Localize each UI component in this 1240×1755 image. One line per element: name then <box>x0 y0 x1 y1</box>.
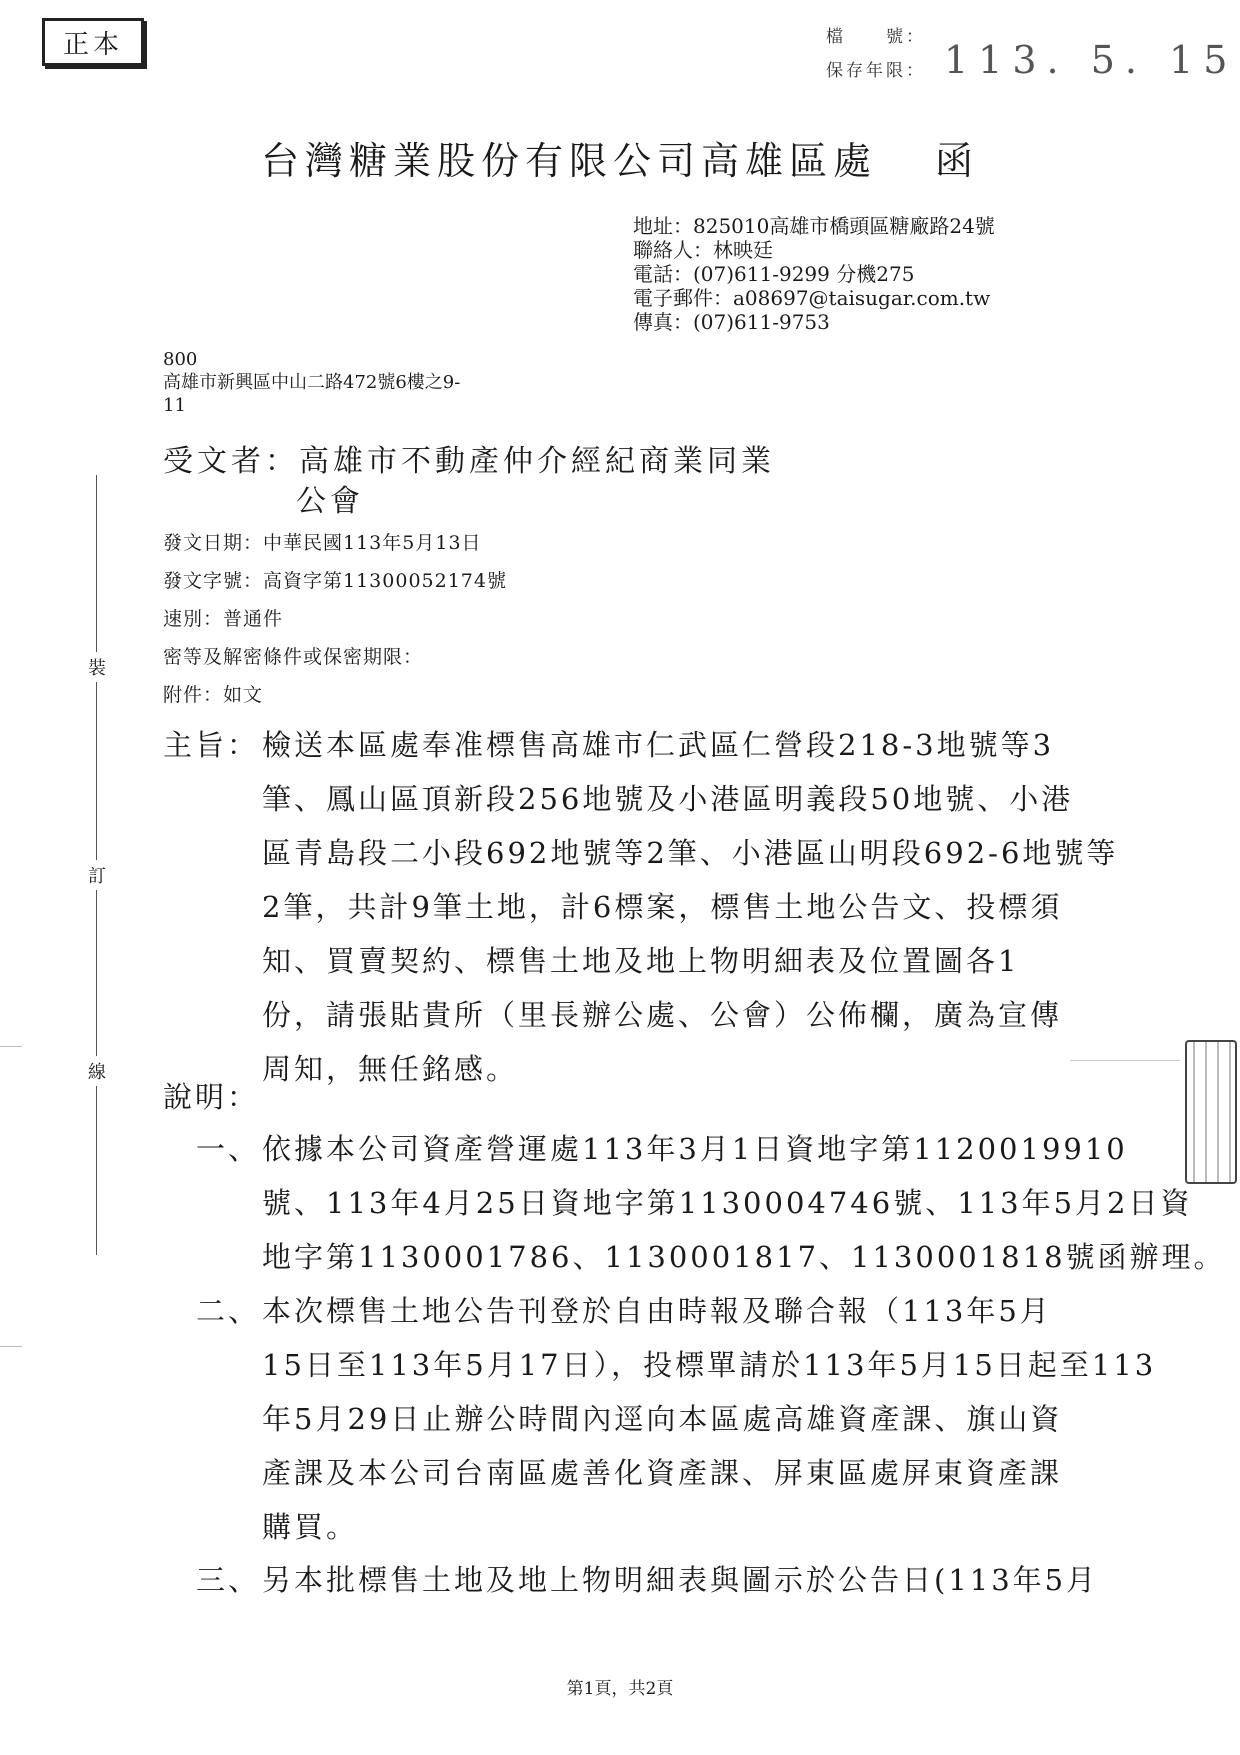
receiver-block <box>163 442 775 522</box>
edge-tick <box>0 1346 22 1347</box>
subject-line: 2筆，共計9筆土地，計6標案，標售土地公告文、投標須 <box>262 890 1063 924</box>
explanation-item-3 <box>262 1553 1098 1607</box>
issue-date: 發文日期：中華民國113年5月13日 <box>163 532 482 554</box>
sender-contact-block <box>633 214 995 334</box>
faint-mark <box>1070 1060 1180 1061</box>
attachment-info: 附件：如文 <box>163 684 264 706</box>
contact-person: 聯絡人：林映廷 <box>633 238 773 262</box>
phone-number: 電話：(07)611-9299 分機275 <box>633 262 915 286</box>
binding-mark: 裝 <box>88 652 106 682</box>
receiver-line1: 受文者：高雄市不動產仲介經紀商業同業 <box>163 444 775 479</box>
document-number: 發文字號：高資字第11300052174號 <box>163 570 507 592</box>
edge-tick <box>0 1046 22 1047</box>
page-footer: 第1頁，共2頁 <box>566 1679 674 1699</box>
explanation-item-2 <box>262 1284 1156 1554</box>
fax-number: 傳真：(07)611-9753 <box>633 310 830 334</box>
received-date-stamp: 113. 5. 15 <box>944 38 1238 82</box>
issuing-organization: 台灣糖業股份有限公司高雄區處 <box>260 139 877 183</box>
email-address: 電子郵件：a08697@taisugar.com.tw <box>633 286 991 310</box>
subject-line: 周知，無任銘感。 <box>262 1052 519 1086</box>
subject-line: 份，請張貼貴所（里長辦公處、公會）公佈欄，廣為宣傳 <box>262 998 1063 1032</box>
explanation-line: 年5月29日止辦公時間內逕向本區處高雄資產課、旗山資 <box>262 1402 1063 1436</box>
seal-stamp-icon <box>1185 1040 1237 1184</box>
subject-line: 筆、鳳山區頂新段256地號及小港區明義段50地號、小港 <box>262 782 1074 816</box>
recipient-address-line1: 高雄市新興區中山二路472號6樓之9- <box>163 372 461 393</box>
sender-address: 地址：825010高雄市橋頭區糖廠路24號 <box>633 214 995 238</box>
speed-classification: 速別：普通件 <box>163 608 284 630</box>
postal-code: 800 <box>163 349 198 370</box>
recipient-address-line2: 11 <box>163 395 186 416</box>
subject-body <box>262 718 1118 1096</box>
explanation-item-number: 一、 <box>196 1132 261 1166</box>
explanation-line: 號、113年4月25日資地字第1130004746號、113年5月2日資 <box>262 1186 1193 1220</box>
explanation-line: 產課及本公司台南區處善化資產課、屏東區處屏東資產課 <box>262 1456 1063 1490</box>
explanation-item-number: 二、 <box>196 1294 261 1328</box>
receiver-line2: 公會 <box>296 484 364 519</box>
binding-mark: 線 <box>88 1056 106 1086</box>
explanation-label: 說明： <box>163 1080 260 1114</box>
original-copy-stamp <box>42 18 144 66</box>
subject-line: 區青島段二小段692地號等2筆、小港區山明段692-6地號等 <box>262 836 1119 870</box>
explanation-line: 依據本公司資產營運處113年3月1日資地字第1120019910 <box>262 1132 1128 1166</box>
security-classification: 密等及解密條件或保密期限： <box>163 646 424 668</box>
explanation-line: 另本批標售土地及地上物明細表與圖示於公告日(113年5月 <box>262 1563 1099 1597</box>
subject-line: 知、買賣契約、標售土地及地上物明細表及位置圖各1 <box>262 944 1020 978</box>
explanation-item-number: 三、 <box>196 1563 261 1597</box>
explanation-line: 購買。 <box>262 1510 359 1544</box>
explanation-item-1 <box>262 1122 1226 1284</box>
retention-period-label: 保存年限： <box>826 61 926 81</box>
document-type: 函 <box>935 139 980 183</box>
explanation-line: 本次標售土地公告刊登於自由時報及聯合報（113年5月 <box>262 1294 1052 1328</box>
file-number-label: 檔 號： <box>826 27 926 47</box>
explanation-line: 地字第1130001786、1130001817、1130001818號函辦理。 <box>262 1240 1226 1274</box>
document-title <box>0 130 1240 185</box>
stamp-text: 正本 <box>62 29 123 60</box>
binding-mark: 訂 <box>88 860 106 890</box>
explanation-line: 15日至113年5月17日），投標單請於113年5月15日起至113 <box>262 1348 1157 1382</box>
recipient-address-block <box>163 348 460 417</box>
subject-label: 主旨： <box>163 728 260 762</box>
subject-line: 檢送本區處奉准標售高雄市仁武區仁營段218-3地號等3 <box>262 728 1055 762</box>
